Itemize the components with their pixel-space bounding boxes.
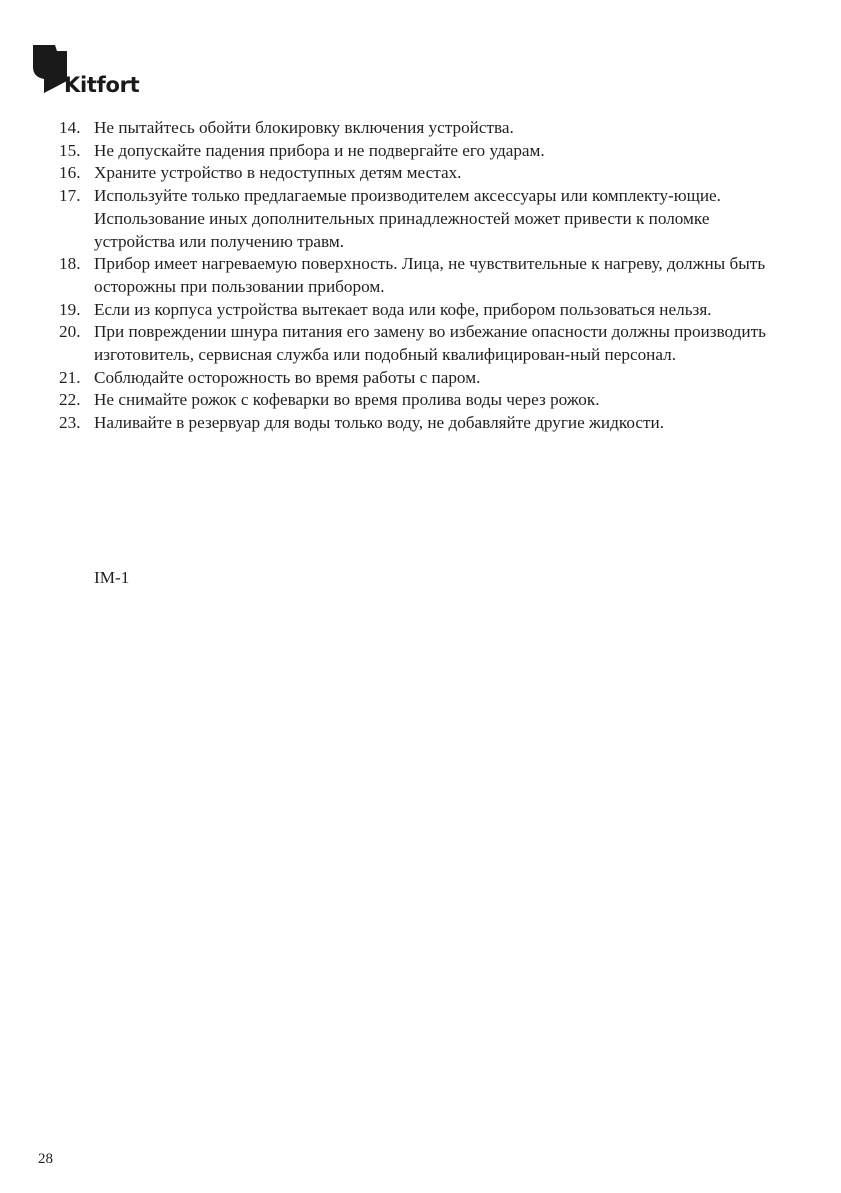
item-number: 16.	[59, 163, 81, 183]
list-item	[59, 412, 789, 435]
item-number: 17.	[59, 186, 81, 206]
page-number: 28	[38, 1151, 53, 1167]
brand-name: Kitfort	[64, 73, 140, 97]
item-number: 23.	[59, 413, 81, 433]
list-item	[59, 321, 789, 366]
item-text: Используйте только предлагаемые производителем аксессуары или комплекту-ющие. Использование иных дополнительных принадлежностей может привести к поломке устройства или получению травм.	[94, 186, 721, 251]
list-item	[59, 117, 789, 140]
item-number: 14.	[59, 118, 81, 137]
item-number: 19.	[59, 299, 81, 319]
item-number: 20.	[59, 322, 81, 342]
item-text: Наливайте в резервуар для воды только воду, не добавляйте другие жидкости.	[94, 413, 665, 433]
kitfort-logo-mark-icon	[33, 43, 67, 93]
safety-instructions	[59, 117, 789, 435]
item-text: Не допускайте падения прибора и не подвергайте его ударам.	[94, 140, 545, 160]
item-number: 22.	[59, 390, 81, 410]
item-text: Прибор имеет нагреваемую поверхность. Лица, не чувствительные к нагреву, должны быть осторожны при пользовании прибором.	[94, 254, 766, 296]
item-text: Не снимайте рожок с кофеварки во время пролива воды через рожок.	[94, 390, 600, 410]
item-text: Не пытайтесь обойти блокировку включения устройства.	[94, 118, 514, 137]
item-text: Соблюдайте осторожность во время работы с паром.	[94, 367, 481, 387]
item-number: 15.	[59, 140, 81, 160]
item-text: Храните устройство в недоступных детям местах.	[94, 163, 462, 183]
item-text: Если из корпуса устройства вытекает вода или кофе, прибором пользоваться нельзя.	[94, 299, 712, 319]
item-number: 18.	[59, 254, 81, 274]
list-item	[59, 140, 789, 163]
list-item	[59, 389, 789, 412]
list-item	[59, 185, 789, 253]
list-item	[59, 162, 789, 185]
rules-list	[59, 117, 789, 435]
list-item	[59, 253, 789, 298]
item-text: При повреждении шнура питания его замену во избежание опасности должны производить изготовитель, сервисная служба или подобный квалифицирован-ный персонал.	[94, 322, 766, 365]
list-item	[59, 367, 789, 390]
item-number: 21.	[59, 367, 81, 387]
kitfort-logo	[33, 43, 163, 103]
model-code: IM-1	[94, 568, 130, 587]
list-item	[59, 299, 789, 322]
